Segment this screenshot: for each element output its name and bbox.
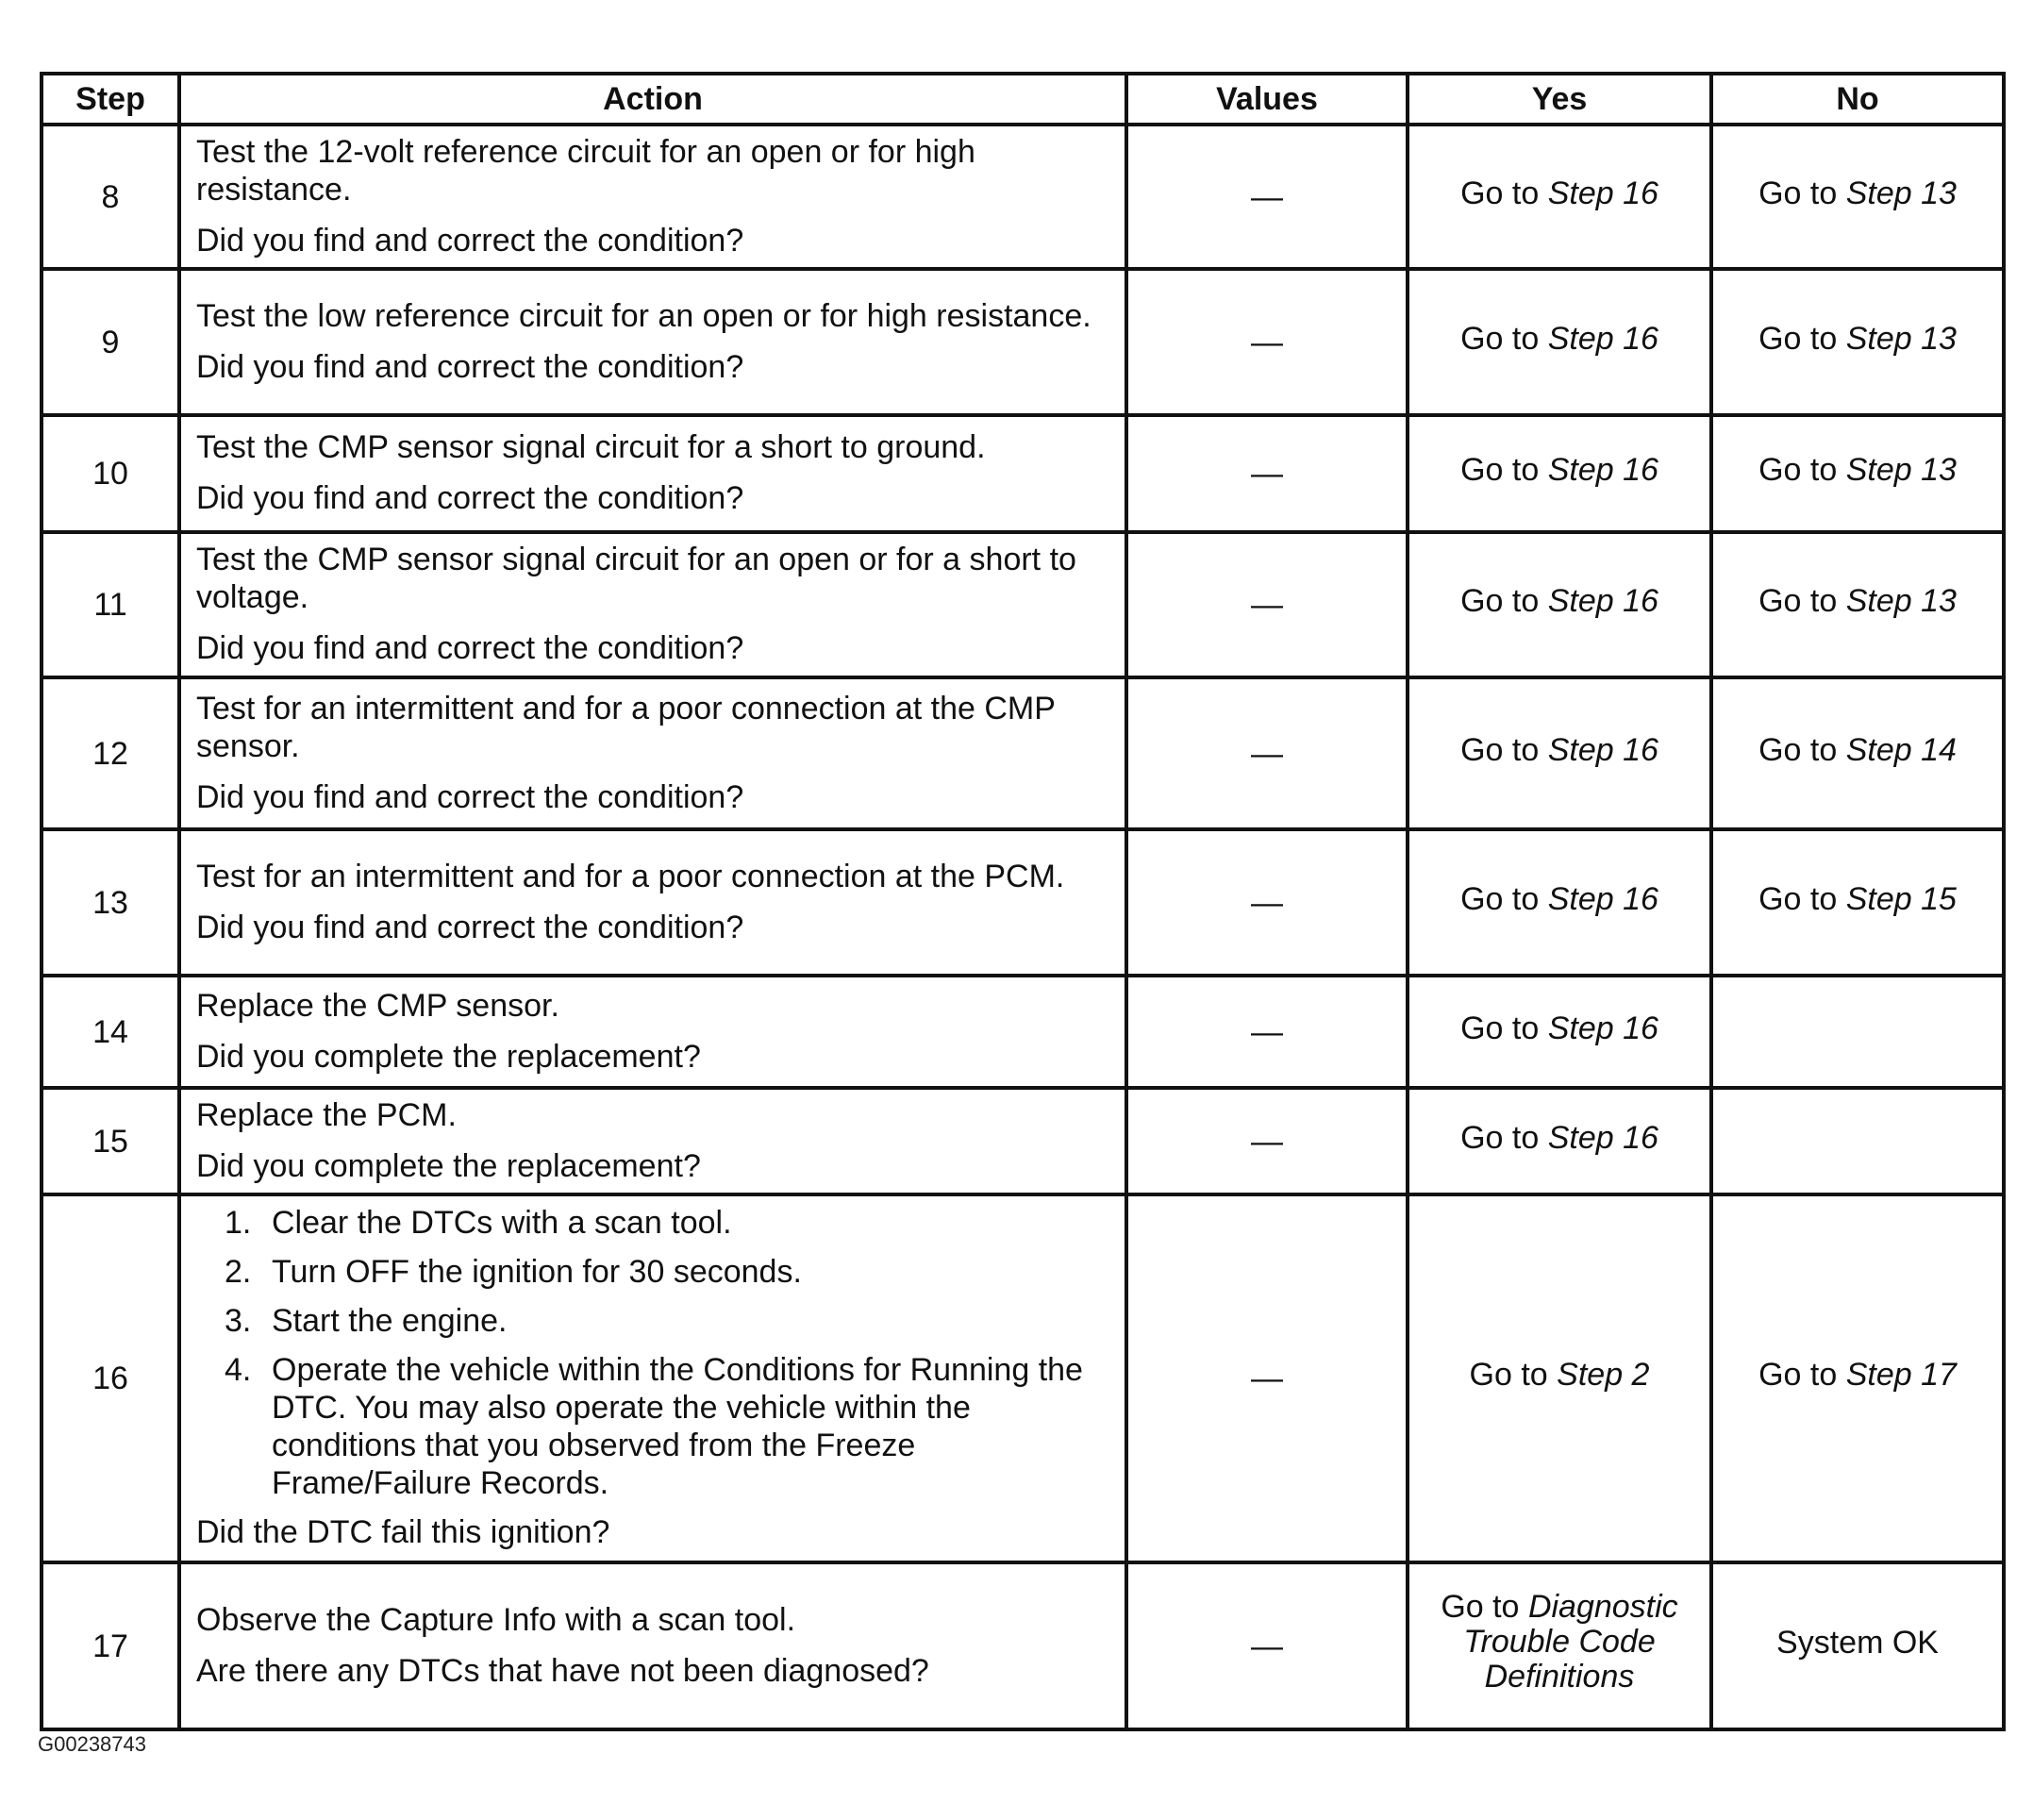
yes-target: Step 16: [1547, 880, 1658, 917]
action-text: Replace the PCM.: [196, 1096, 457, 1133]
header-values: Values: [1126, 74, 1408, 125]
yes-prefix: Go to: [1460, 452, 1540, 488]
action-cell: [179, 532, 1126, 677]
yes-prefix: Go to: [1460, 1010, 1540, 1046]
yes-target: Step 2: [1557, 1357, 1650, 1393]
yes-target: Step 16: [1547, 583, 1658, 619]
yes-cell: [1408, 1194, 1711, 1562]
step-number: 15: [42, 1088, 179, 1194]
list-item-number: 2.: [225, 1254, 252, 1290]
table-row: [42, 415, 2004, 532]
table-row: [42, 269, 2004, 415]
no-prefix: Go to: [1758, 583, 1838, 619]
list-item: [225, 1253, 1111, 1291]
list-item-text: Turn OFF the ignition for 30 seconds.: [272, 1254, 802, 1290]
no-target: Step 13: [1845, 452, 1957, 488]
yes-target: Diagnostic Trouble Code Definitions: [1463, 1589, 1678, 1695]
no-target: Step 13: [1845, 320, 1957, 357]
action-cell: [179, 829, 1126, 976]
no-cell: [1711, 1088, 2004, 1194]
action-cell: [179, 1088, 1126, 1194]
step-number: 17: [42, 1562, 179, 1729]
list-item-text: Clear the DTCs with a scan tool.: [272, 1205, 732, 1241]
step-number: 16: [42, 1194, 179, 1562]
list-item: [225, 1351, 1111, 1502]
action-question: Did you find and correct the condition?: [196, 630, 744, 666]
action-cell: [179, 1194, 1126, 1562]
yes-prefix: Go to: [1441, 1589, 1520, 1625]
yes-prefix: Go to: [1460, 1119, 1540, 1156]
action-text: Test the CMP sensor signal circuit for an open or for a short to voltage.: [196, 542, 1076, 615]
no-cell: [1711, 976, 2004, 1088]
yes-target: Step 16: [1547, 452, 1658, 488]
yes-prefix: Go to: [1460, 583, 1540, 619]
no-prefix: Go to: [1758, 731, 1838, 768]
action-cell: [179, 415, 1126, 532]
values-cell: —: [1126, 1088, 1408, 1194]
action-question: Did the DTC fail this ignition?: [196, 1514, 610, 1550]
values-cell: —: [1126, 1562, 1408, 1729]
list-item-text: Start the engine.: [272, 1303, 508, 1339]
table-row: [42, 532, 2004, 677]
yes-prefix: Go to: [1469, 1357, 1548, 1393]
values-cell: —: [1126, 829, 1408, 976]
yes-cell: [1408, 976, 1711, 1088]
action-text: Replace the CMP sensor.: [196, 987, 559, 1024]
yes-prefix: Go to: [1460, 320, 1540, 357]
figure-id: G00238743: [38, 1732, 146, 1756]
values-cell: —: [1126, 677, 1408, 829]
list-item-text: Operate the vehicle within the Conditions for Running the DTC. You may also operate the vehicle within the conditions that you observed from the Freeze Frame/Failure Records.: [272, 1352, 1083, 1501]
step-number: 11: [42, 532, 179, 677]
values-cell: —: [1126, 415, 1408, 532]
action-question: Did you find and correct the condition?: [196, 222, 744, 259]
action-text: Observe the Capture Info with a scan tool.: [196, 1601, 796, 1638]
header-no: No: [1711, 74, 2004, 125]
no-cell: [1711, 829, 2004, 976]
action-cell: [179, 1562, 1126, 1729]
header-row: [42, 74, 2004, 125]
yes-cell: [1408, 125, 1711, 269]
table-row: [42, 976, 2004, 1088]
no-target: Step 13: [1845, 583, 1957, 619]
action-question: Did you find and correct the condition?: [196, 778, 744, 815]
action-cell: [179, 269, 1126, 415]
list-item: [225, 1302, 1111, 1340]
no-cell: [1711, 125, 2004, 269]
list-item: [225, 1204, 1111, 1242]
action-text: Test the low reference circuit for an open or for high resistance.: [196, 297, 1091, 334]
yes-prefix: Go to: [1460, 175, 1540, 211]
list-item-number: 4.: [225, 1352, 252, 1388]
yes-target: Step 16: [1547, 320, 1658, 357]
yes-cell: [1408, 1562, 1711, 1729]
table-row: [42, 125, 2004, 269]
step-number: 13: [42, 829, 179, 976]
yes-target: Step 16: [1547, 1010, 1658, 1046]
yes-cell: [1408, 829, 1711, 976]
action-question: Did you find and correct the condition?: [196, 909, 744, 945]
diagnostic-table-sheet: [40, 72, 2002, 1731]
no-prefix: Go to: [1758, 880, 1838, 917]
action-text: Test the CMP sensor signal circuit for a short to ground.: [196, 429, 986, 465]
no-result: System OK: [1776, 1624, 1939, 1661]
yes-prefix: Go to: [1460, 880, 1540, 917]
action-question: Did you complete the replacement?: [196, 1038, 701, 1075]
no-prefix: Go to: [1758, 320, 1838, 357]
values-cell: —: [1126, 269, 1408, 415]
action-question: Did you complete the replacement?: [196, 1147, 701, 1184]
no-cell: [1711, 1194, 2004, 1562]
no-cell: [1711, 677, 2004, 829]
list-item-number: 3.: [225, 1303, 252, 1339]
yes-cell: [1408, 415, 1711, 532]
values-cell: —: [1126, 125, 1408, 269]
action-text: Test for an intermittent and for a poor connection at the CMP sensor.: [196, 690, 1056, 764]
list-item-number: 1.: [225, 1205, 252, 1241]
header-yes: Yes: [1408, 74, 1711, 125]
no-target: Step 17: [1845, 1357, 1957, 1393]
values-cell: —: [1126, 532, 1408, 677]
no-cell: [1711, 532, 2004, 677]
yes-target: Step 16: [1547, 1119, 1658, 1156]
step-number: 14: [42, 976, 179, 1088]
no-prefix: Go to: [1758, 175, 1838, 211]
table-row: [42, 677, 2004, 829]
yes-cell: [1408, 269, 1711, 415]
no-prefix: Go to: [1758, 452, 1838, 488]
no-prefix: Go to: [1758, 1357, 1838, 1393]
step-number: 8: [42, 125, 179, 269]
action-cell: [179, 677, 1126, 829]
action-cell: [179, 125, 1126, 269]
yes-cell: [1408, 532, 1711, 677]
no-target: Step 15: [1845, 880, 1957, 917]
no-target: Step 14: [1845, 731, 1957, 768]
yes-prefix: Go to: [1460, 731, 1540, 768]
action-question: Are there any DTCs that have not been diagnosed?: [196, 1652, 929, 1689]
no-cell: [1711, 269, 2004, 415]
table-row: [42, 1088, 2004, 1194]
procedure-list: [196, 1204, 1111, 1502]
action-question: Did you find and correct the condition?: [196, 480, 744, 516]
diagnostic-table: [40, 72, 2006, 1731]
yes-cell: [1408, 1088, 1711, 1194]
yes-target: Step 16: [1547, 175, 1658, 211]
values-cell: —: [1126, 976, 1408, 1088]
step-number: 9: [42, 269, 179, 415]
values-cell: —: [1126, 1194, 1408, 1562]
action-text: Test for an intermittent and for a poor connection at the PCM.: [196, 858, 1065, 894]
yes-cell: [1408, 677, 1711, 829]
no-target: Step 13: [1845, 175, 1957, 211]
yes-target: Step 16: [1547, 731, 1658, 768]
action-question: Did you find and correct the condition?: [196, 348, 744, 385]
table-row: [42, 1194, 2004, 1562]
table-row: [42, 829, 2004, 976]
header-step: Step: [42, 74, 179, 125]
table-row: [42, 1562, 2004, 1729]
step-number: 12: [42, 677, 179, 829]
action-text: Test the 12-volt reference circuit for an open or for high resistance.: [196, 133, 975, 208]
no-cell: [1711, 1562, 2004, 1729]
no-cell: [1711, 415, 2004, 532]
step-number: 10: [42, 415, 179, 532]
header-action: Action: [179, 74, 1126, 125]
action-cell: [179, 976, 1126, 1088]
